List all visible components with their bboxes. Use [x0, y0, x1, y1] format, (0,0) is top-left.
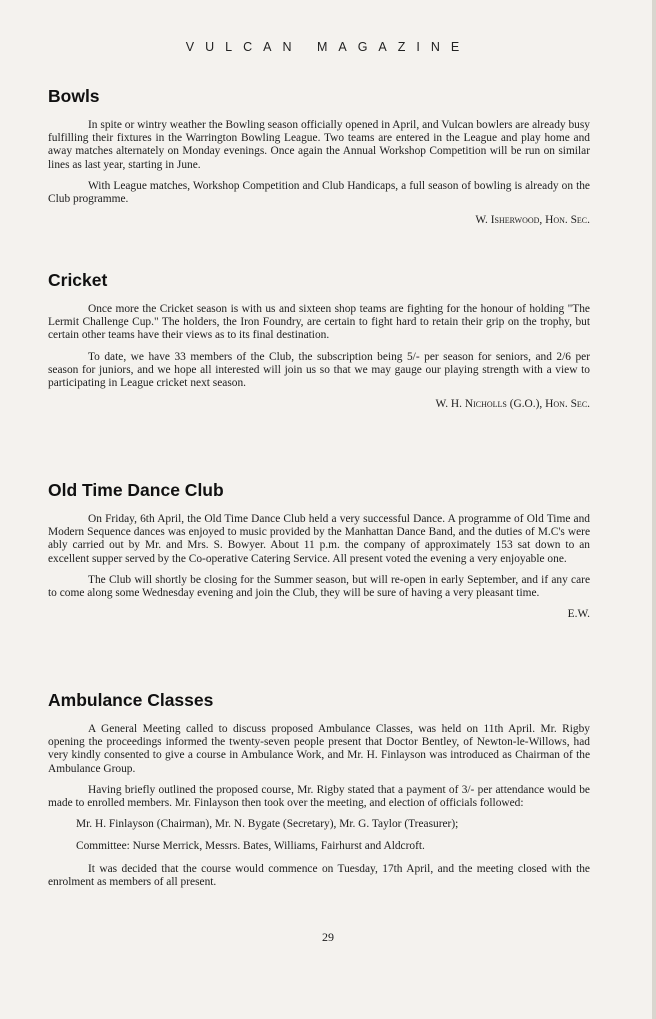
section-dance — [48, 480, 590, 629]
cricket-paragraph-1: Once more the Cricket season is with us and sixteen shop teams are fighting for the honour of holding "The Lermit Challenge Cup." The holders, the Iron Foundry, are certain to fight hard to retain their grip on the trophy, but certain other teams have their views as to its final destination. — [48, 303, 590, 342]
ambulance-paragraph-3: It was decided that the course would commence on Tuesday, 17th April, and the meeting closed with the enrolment as members of all present. — [48, 862, 590, 888]
ambulance-paragraph-2: Having briefly outlined the proposed course, Mr. Rigby stated that a payment of 3/- per attendance would be made to enrolled members. Mr. Finlayson then took over the meeting, and election of officials followed: — [48, 783, 590, 810]
bowls-paragraph-2: With League matches, Workshop Competition and Club Handicaps, a full season of bowling is already on the Club programme. — [48, 179, 590, 206]
section-bowls — [48, 86, 590, 235]
page-edge-shadow — [652, 0, 656, 1019]
dance-paragraph-2: The Club will shortly be closing for the Summer season, but will re-open in early September, and if any care to come along some Wednesday evening and join the Club, they will be sure of having a very pleasant time. — [48, 573, 590, 600]
heading-dance: Old Time Dance Club — [48, 480, 224, 500]
cricket-paragraph-2: To date, we have 33 members of the Club, the subscription being 5/- per season for seniors, and 2/6 per season for juniors, and we hope all interested will join us so that we may gauge our playing strength with a view to participating in League cricket next season. — [48, 350, 590, 390]
bowls-paragraph-1: In spite or wintry weather the Bowling season officially opened in April, and Vulcan bowlers are already busy fulfilling their fixtures in the Warrington Bowling League. Two teams are entered in the League and play home and away matches alternately on Monday evenings. Once again the Annual Workshop Competition will be run on similar lines as last year, starting in June. — [48, 119, 590, 171]
heading-cricket: Cricket — [48, 270, 108, 290]
running-head: VULCAN MAGAZINE — [185, 40, 471, 54]
section-cricket — [48, 270, 590, 419]
page-number: 29 — [322, 930, 334, 944]
ambulance-officers: Mr. H. Finlayson (Chairman), Mr. N. Bygate (Secretary), Mr. G. Taylor (Treasurer); — [76, 818, 459, 831]
bowls-signature: W. Isherwood, Hon. Sec. — [475, 214, 590, 227]
cricket-signature: W. H. Nicholls (G.O.), Hon. Sec. — [435, 398, 590, 411]
dance-paragraph-1: On Friday, 6th April, the Old Time Dance Club held a very successful Dance. A programme of Old Time and Modern Sequence dances was enjoyed to music provided by the Manhattan Dance Band, and the duties of M.C's were ably carried out by Mr. and Mrs. S. Bowyer. About 11 p.m. the company of approximately 153 sat down to an excellent supper served by the Co-operative Catering Service. All present voted the evening a very enjoyable one. — [48, 513, 590, 565]
heading-bowls: Bowls — [48, 86, 100, 106]
section-ambulance — [48, 690, 590, 897]
heading-ambulance: Ambulance Classes — [48, 690, 214, 710]
dance-signature: E.W. — [567, 608, 590, 621]
ambulance-committee: Committee: Nurse Merrick, Messrs. Bates, Williams, Fairhurst and Aldcroft. — [76, 840, 425, 853]
ambulance-paragraph-1: A General Meeting called to discuss proposed Ambulance Classes, was held on 11th April. Mr. Rigby opening the proceedings informed the twenty-seven people present that Doctor Bentley, of Newton-le-Willows, had very kindly consented to give a course in Ambulance Work, and Mr. H. Finlayson was introduced as Chairman of the Ambulance Group. — [48, 723, 590, 775]
